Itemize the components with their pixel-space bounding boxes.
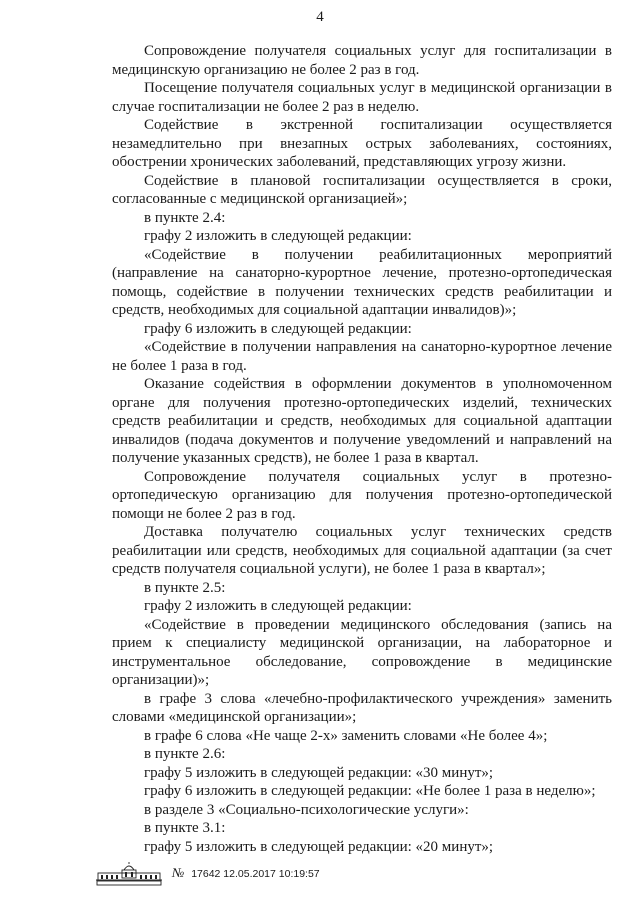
page-number: 4: [316, 9, 324, 25]
paragraph: в пункте 2.4:: [144, 209, 226, 226]
registration-stamp: [94, 857, 320, 887]
paragraph: графу 2 изложить в следующей редакции:: [144, 598, 412, 614]
paragraph: в разделе 3 «Социально-психологические услуги»:: [144, 801, 469, 818]
stamp-number-date: 17642 12.05.2017 10:19:57: [191, 868, 320, 880]
paragraph: в пункте 3.1:: [144, 820, 226, 836]
paragraph: Сопровождение получателя социальных услуг в протезно-ортопедическую организацию для получения протезно-ортопедической помощи не более 2 раз в год.: [112, 468, 612, 522]
paragraph: Доставка получателю социальных услуг технических средств реабилитации или средств, необходимых для социальной адаптации (за счет средств получателя социальной услуги), не более 1 раза в квартал»;: [112, 524, 612, 577]
stamp-text: [172, 865, 320, 887]
paragraph: графу 6 изложить в следующей редакции:: [144, 320, 412, 337]
paragraph: Содействие в плановой госпитализации осуществляется в сроки, согласованные с медицинской организацией»;: [112, 172, 612, 207]
paragraph: графу 2 изложить в следующей редакции:: [144, 228, 412, 244]
paragraph: Посещение получателя социальных услуг в медицинской организации в случае госпитализации не более 2 раз в неделю.: [112, 80, 612, 115]
building-emblem-icon: [94, 861, 164, 887]
paragraph: «Содействие в проведении медицинского обследования (запись на прием к специалисту медицинской организации, на лабораторное и инструментальное обследование, сопровождение в медицинские организации)»;: [112, 616, 612, 688]
paragraph: графу 5 изложить в следующей редакции: «30 минут»;: [144, 764, 494, 781]
paragraph: Сопровождение получателя социальных услуг для госпитализации в медицинскую организацию не более 2 раз в год.: [112, 43, 612, 78]
paragraph: Оказание содействия в оформлении документов в уполномоченном органе для получения протезно-ортопедических изделий, технических средств реабилитации и средств, необходимых для социальной адаптации инвалидов (подача документов и получение уведомлений и направлений на получение указанных средств), не более 1 раза в квартал.: [112, 376, 612, 466]
paragraph: Содействие в экстренной госпитализации осуществляется незамедлительно при внезапных острых заболеваниях, состояниях, обострении хронических заболеваний, представляющих угрозу жизни.: [112, 117, 612, 170]
paragraph: «Содействие в получении реабилитационных мероприятий (направление на санаторно-курортное лечение, протезно-ортопедическая помощь, содействие в получении технических средств реабилитации и средств, необходимых для социальной адаптации инвалидов)»;: [112, 246, 612, 318]
paragraph: в графе 6 слова «Не чаще 2-х» заменить словами «Не более 4»;: [144, 727, 548, 744]
paragraph: графу 6 изложить в следующей редакции: «Не более 1 раза в неделю»;: [144, 783, 596, 799]
number-sign: №: [172, 865, 185, 880]
paragraph: «Содействие в получении направления на санаторно-курортное лечение не более 1 раза в год.: [112, 339, 612, 374]
document-body: [112, 42, 612, 856]
paragraph: графу 5 изложить в следующей редакции: «20 минут»;: [144, 838, 494, 855]
paragraph: в пункте 2.5:: [144, 579, 226, 596]
paragraph: в графе 3 слова «лечебно-профилактического учреждения» заменить словами «медицинской организации»;: [112, 690, 612, 725]
paragraph: в пункте 2.6:: [144, 746, 226, 762]
